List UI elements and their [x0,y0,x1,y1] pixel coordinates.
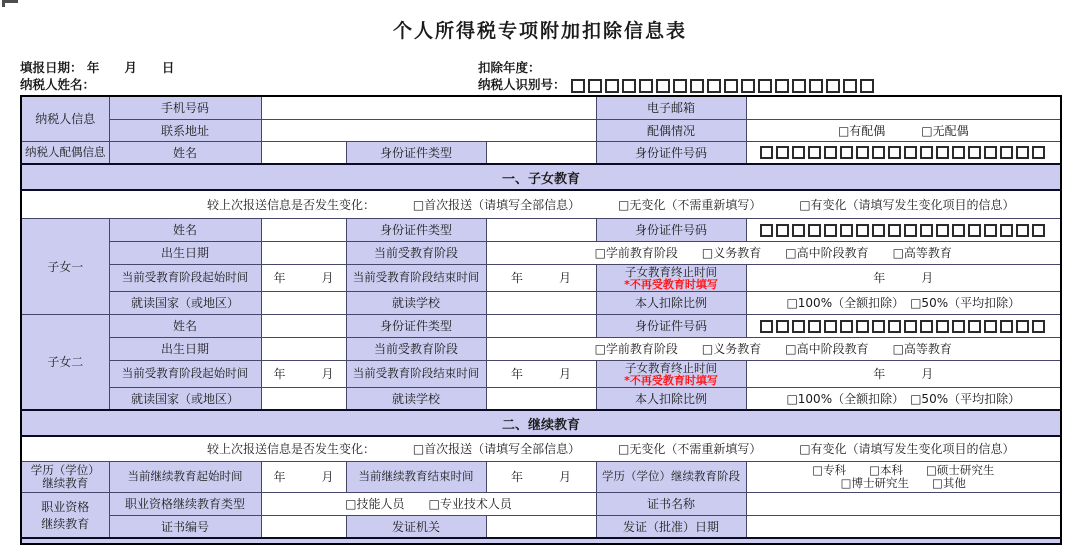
child1-id-type-label: 身份证件类型 [346,218,486,241]
degree-stage-options-line1[interactable]: □专科 □本科 □硕士研究生 [812,462,995,477]
change-option-none[interactable]: □无变化（不需重新填写） [618,442,762,457]
change-option-first[interactable]: □首次报送（请填写全部信息） [412,442,581,457]
id-digit-box[interactable] [984,146,997,159]
id-digit-box[interactable] [920,224,933,237]
id-digit-box[interactable] [760,320,773,333]
child2-name-value-cell[interactable] [261,314,346,337]
child2-birth-value-cell[interactable] [261,337,346,360]
child1-country-label: 就读国家（或地区） [109,291,261,314]
id-digit-box[interactable] [1016,320,1029,333]
child2-stage-end-label: 当前受教育阶段结束时间 [346,360,486,387]
id-digit-box[interactable] [904,224,917,237]
spouse-id-type-label: 身份证件类型 [346,141,486,164]
section2-title: 二、继续教育 [21,410,1061,436]
id-digit-box[interactable] [968,146,981,159]
section1-change-row [21,190,1061,218]
mobile-value-cell[interactable] [261,96,596,119]
id-digit-box[interactable] [872,320,885,333]
id-digit-box[interactable] [605,79,619,93]
child2-school-label: 就读学校 [346,387,486,410]
issue-date-value-cell[interactable] [746,515,1061,538]
id-digit-box[interactable] [808,146,821,159]
id-digit-box[interactable] [639,79,653,93]
email-value-cell[interactable] [746,96,1061,119]
child2-stage-end-value[interactable]: 年 月 [486,360,596,387]
child1-stage-options[interactable]: □学前教育阶段 □义务教育 □高中阶段教育 □高等教育 [486,241,1061,264]
spouse-id-type-value-cell[interactable] [486,141,596,164]
tax-form-table [20,95,1062,545]
child2-ratio-options[interactable]: □100%（全额扣除） □50%（平均扣除） [746,387,1061,410]
spouse-id-no-label: 身份证件号码 [596,141,746,164]
id-digit-box[interactable] [856,224,869,237]
child1-name-value-cell[interactable] [261,218,346,241]
fill-date-label: 填报日期： [20,60,83,75]
taxpayer-group-label: 纳税人信息 [21,96,109,141]
id-digit-box[interactable] [824,320,837,333]
section1-title: 一、子女教育 [21,164,1061,190]
taxpayer-id-boxes[interactable] [570,77,876,92]
address-label: 联系地址 [109,119,261,141]
id-digit-box[interactable] [1032,224,1045,237]
child1-stage-end-label: 当前受教育阶段结束时间 [346,264,486,291]
issuer-value-cell[interactable] [486,515,596,538]
child1-school-label: 就读学校 [346,291,486,314]
id-digit-box[interactable] [792,224,805,237]
child2-birth-label: 出生日期 [109,337,261,360]
child1-birth-label: 出生日期 [109,241,261,264]
child1-ratio-options[interactable]: □100%（全额扣除） □50%（平均扣除） [746,291,1061,314]
id-digit-box[interactable] [758,79,772,93]
issue-date-label: 发证（批准）日期 [596,515,746,538]
child2-id-type-value-cell[interactable] [486,314,596,337]
child2-stage-label: 当前受教育阶段 [346,337,486,360]
id-digit-box[interactable] [860,79,874,93]
id-digit-box[interactable] [792,146,805,159]
degree-edu-group-line1: 学历（学位） [30,462,100,477]
id-digit-box[interactable] [920,320,933,333]
child2-stage-start-label: 当前受教育阶段起始时间 [109,360,261,387]
child1-group-label: 子女一 [21,218,109,314]
id-digit-box[interactable] [840,146,853,159]
id-digit-box[interactable] [571,79,585,93]
id-digit-box[interactable] [826,79,840,93]
id-digit-box[interactable] [936,146,949,159]
id-digit-box[interactable] [673,79,687,93]
child2-stage-start-value[interactable]: 年 月 [261,360,346,387]
degree-start-value[interactable]: 年 月 [261,461,346,492]
id-digit-box[interactable] [856,146,869,159]
id-digit-box[interactable] [792,320,805,333]
section2-change-row [21,436,1061,461]
child2-id-no-boxes[interactable] [746,314,1061,337]
next-section-bar-partial [21,538,1061,544]
child1-stage-start-value[interactable]: 年 月 [261,264,346,291]
id-digit-box[interactable] [776,224,789,237]
child1-terminate-label [596,264,746,291]
degree-stage-options[interactable] [746,461,1061,492]
id-digit-box[interactable] [824,224,837,237]
degree-stage-label: 学历（学位）继续教育阶段 [596,461,746,492]
id-digit-box[interactable] [775,79,789,93]
id-digit-box[interactable] [808,224,821,237]
child1-terminate-value[interactable]: 年 月 [746,264,1061,291]
id-digit-box[interactable] [872,146,885,159]
id-digit-box[interactable] [872,224,885,237]
id-digit-box[interactable] [1000,320,1013,333]
id-digit-box[interactable] [856,320,869,333]
mobile-label: 手机号码 [109,96,261,119]
child2-terminate-title: 子女教育终止时间 [625,360,718,375]
id-digit-box[interactable] [904,320,917,333]
child2-group-label: 子女二 [21,314,109,410]
id-digit-box[interactable] [920,146,933,159]
id-digit-box[interactable] [588,79,602,93]
id-digit-box[interactable] [1000,224,1013,237]
id-digit-box[interactable] [888,224,901,237]
id-digit-box[interactable] [984,320,997,333]
id-digit-box[interactable] [952,146,965,159]
id-digit-box[interactable] [760,146,773,159]
change-option-changed[interactable]: □有变化（请填写发生变化项目的信息） [799,442,1015,457]
email-label: 电子邮箱 [596,96,746,119]
child2-school-value-cell[interactable] [486,387,596,410]
child2-id-no-label: 身份证件号码 [596,314,746,337]
spouse-status-options[interactable]: □有配偶 □无配偶 [746,119,1061,141]
id-digit-box[interactable] [690,79,704,93]
spouse-name-label: 姓名 [109,141,261,164]
id-digit-box[interactable] [843,79,857,93]
id-digit-box[interactable] [824,146,837,159]
child1-stage-end-value[interactable]: 年 月 [486,264,596,291]
child2-stage-options[interactable]: □学前教育阶段 □义务教育 □高中阶段教育 □高等教育 [486,337,1061,360]
id-digit-box[interactable] [968,320,981,333]
child1-stage-start-label: 当前受教育阶段起始时间 [109,264,261,291]
id-digit-box[interactable] [1000,146,1013,159]
id-digit-box[interactable] [984,224,997,237]
cert-no-value-cell[interactable] [261,515,346,538]
id-digit-box[interactable] [904,146,917,159]
scan-corner-artifact [2,0,18,7]
form-title: 个人所得税专项附加扣除信息表 [392,20,687,42]
id-digit-box[interactable] [776,146,789,159]
prof-edu-group-label [21,492,109,538]
child2-terminate-value[interactable]: 年 月 [746,360,1061,387]
change-label: 较上次报送信息是否发生变化： [207,197,376,212]
cert-name-label: 证书名称 [596,492,746,515]
spouse-name-value-cell[interactable] [261,141,346,164]
id-digit-box[interactable] [840,224,853,237]
fill-date-value[interactable]: 年 月 日 [86,60,175,75]
child2-country-label: 就读国家（或地区） [109,387,261,410]
child1-ratio-label: 本人扣除比例 [596,291,746,314]
child1-terminate-title: 子女教育终止时间 [625,264,718,279]
change-option-none[interactable]: □无变化（不需重新填写） [618,197,762,212]
taxpayer-id-label: 纳税人识别号： [478,77,566,92]
child2-terminate-label [596,360,746,387]
id-digit-box[interactable] [776,320,789,333]
change-option-first[interactable]: □首次报送（请填写全部信息） [412,197,581,212]
child1-id-type-value-cell[interactable] [486,218,596,241]
id-digit-box[interactable] [707,79,721,93]
id-digit-box[interactable] [952,224,965,237]
child1-id-no-label: 身份证件号码 [596,218,746,241]
form-meta [20,59,1080,93]
degree-start-label: 当前继续教育起始时间 [109,461,261,492]
degree-end-label: 当前继续教育结束时间 [346,461,486,492]
prof-edu-group-line2: 继续教育 [41,516,90,531]
child1-school-value-cell[interactable] [486,291,596,314]
issuer-label: 发证机关 [346,515,486,538]
spouse-group-label: 纳税人配偶信息 [21,141,109,164]
child1-stage-label: 当前受教育阶段 [346,241,486,264]
spouse-id-no-boxes[interactable] [746,141,1061,164]
change-label: 较上次报送信息是否发生变化： [207,442,376,457]
prof-type-label: 职业资格继续教育类型 [109,492,261,515]
degree-stage-options-line2[interactable]: □博士研究生 □其他 [840,475,966,490]
id-digit-box[interactable] [622,79,636,93]
child1-id-no-boxes[interactable] [746,218,1061,241]
cert-name-value-cell[interactable] [746,492,1061,515]
id-digit-box[interactable] [1032,320,1045,333]
id-digit-box[interactable] [936,224,949,237]
child2-terminate-note: *不再受教育时填写 [624,373,718,387]
child1-birth-value-cell[interactable] [261,241,346,264]
id-digit-box[interactable] [741,79,755,93]
child2-ratio-label: 本人扣除比例 [596,387,746,410]
id-digit-box[interactable] [656,79,670,93]
child1-country-value-cell[interactable] [261,291,346,314]
id-digit-box[interactable] [760,224,773,237]
degree-edu-group-label [21,461,109,492]
id-digit-box[interactable] [792,79,806,93]
child2-country-value-cell[interactable] [261,387,346,410]
taxpayer-name-label: 纳税人姓名： [20,77,96,92]
id-digit-box[interactable] [809,79,823,93]
degree-edu-group-line2: 继续教育 [42,475,89,490]
id-digit-box[interactable] [808,320,821,333]
spouse-status-label: 配偶情况 [596,119,746,141]
address-value-cell[interactable] [261,119,596,141]
id-digit-box[interactable] [840,320,853,333]
id-digit-box[interactable] [888,146,901,159]
change-option-changed[interactable]: □有变化（请填写发生变化项目的信息） [799,197,1015,212]
child1-name-label: 姓名 [109,218,261,241]
child2-id-type-label: 身份证件类型 [346,314,486,337]
prof-edu-group-line1: 职业资格 [41,499,90,514]
id-digit-box[interactable] [1016,224,1029,237]
deduction-year-label: 扣除年度： [478,60,541,75]
id-digit-box[interactable] [724,79,738,93]
id-digit-box[interactable] [1016,146,1029,159]
id-digit-box[interactable] [968,224,981,237]
child2-name-label: 姓名 [109,314,261,337]
degree-end-value[interactable]: 年 月 [486,461,596,492]
id-digit-box[interactable] [1032,146,1045,159]
child1-terminate-note: *不再受教育时填写 [624,277,718,291]
id-digit-box[interactable] [936,320,949,333]
id-digit-box[interactable] [952,320,965,333]
prof-type-options[interactable]: □技能人员 □专业技术人员 [261,492,596,515]
id-digit-box[interactable] [888,320,901,333]
cert-no-label: 证书编号 [109,515,261,538]
